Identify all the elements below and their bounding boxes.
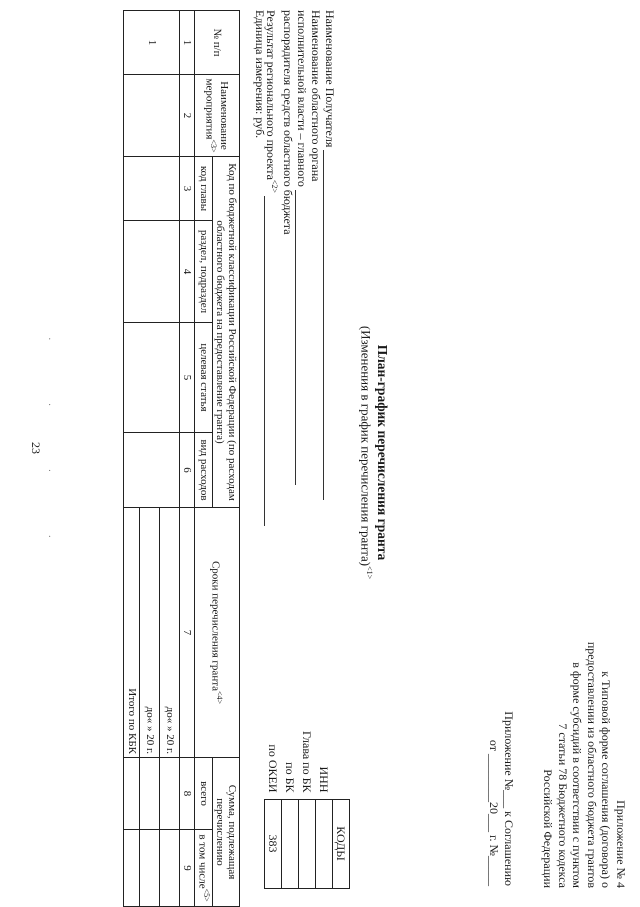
codes-value: 383 [265,799,282,888]
column-number: 2 [180,75,195,157]
codes-value [316,799,333,888]
header-sum-including-footnote: <5> [202,888,211,902]
sum-including-cell [140,830,160,907]
unit-line [253,10,267,550]
unit-label: Единица измерения: руб. [253,10,267,139]
header-kbk-target: целевая статья [195,323,213,433]
total-label: Итого по КБК [124,508,140,758]
header-sum-group: Сумма, подлежащая перечислению [213,758,240,907]
codes-value [282,799,299,888]
scan-specks: · · · · [43,337,54,568]
appendix-line: 7 статьи 78 Бюджетного кодекса [556,723,570,888]
agreement-reference [486,640,516,886]
agreement-ref-line2: от ________20___ г. №_____ [487,739,501,886]
column-number: 3 [180,157,195,221]
payment-schedule-table [123,10,240,907]
body-label-3: распорядителя средств областного бюджета [281,10,295,235]
header-sum-including [195,830,213,907]
sum-including-cell [160,830,180,907]
appendix-line: к Типовой форме соглашения (договора) о [599,671,614,888]
project-footnote-ref: <2> [270,179,279,193]
column-number: 6 [180,433,195,508]
document-subtitle [358,0,374,905]
header-event-footnote: <3> [209,139,219,153]
header-sum-total: всего [195,758,213,830]
body-label-2: исполнительной власти – главного [295,10,309,187]
kbk-section-cell [124,221,180,323]
table-row [160,11,180,907]
kbk-expense-cell [124,433,180,508]
header-terms-text: Сроки перечисления гранта [209,560,222,692]
sum-total-cell [160,758,180,830]
header-terms-footnote: <4> [215,691,225,705]
appendix-line: в форме субсидий в соответствии с пунктом [570,662,585,888]
body-line1 [309,10,323,550]
body-line2 [295,10,309,550]
header-kbk-chapter: код главы [195,157,213,221]
kbk-chapter-cell [124,157,180,221]
header-kbk-expense: вид расходов [195,433,213,508]
recipient-label: Наименование Получателя [323,10,337,148]
column-number: 1 [180,11,195,75]
agreement-ref-line1: Приложение №___ к Соглашению [502,711,516,886]
column-number: 7 [180,508,195,758]
column-number: 9 [180,830,195,907]
column-numbers-row [180,11,195,907]
sum-total-cell [140,758,160,830]
document-title [374,0,390,905]
header-terms [195,508,240,758]
codes-label: по ОКЕИ [266,744,281,793]
header-event-text: Наименование мероприятия [203,78,231,150]
header-event [195,75,240,157]
codes-label: Глава по БК [300,731,315,793]
column-number: 8 [180,758,195,830]
recipient-line [323,10,337,550]
codes-header: КОДЫ [333,799,350,888]
recipient-fill [323,150,336,500]
header-kbk-group: Код по бюджетной классификации Российской Федерации (по расходам областного бюджета на предоставление гранта) [213,157,240,508]
appendix-line: предоставлении из областного бюджета грантов [585,641,599,888]
appendix-header [541,608,628,888]
body-line3 [281,10,295,550]
codes-value [299,799,316,888]
kbk-target-cell [124,323,180,433]
header-num: № п/п [195,11,240,75]
body-label-1: Наименование областного органа [309,10,323,182]
header-kbk-section: раздел, подраздел [195,221,213,323]
column-number: 4 [180,221,195,323]
document-title-text: План-график перечисления гранта [375,344,390,561]
codes-label: по БК [283,762,298,793]
codes-label: ИНН [317,766,332,793]
header-sum-including-text: в том числе [196,834,209,889]
codes-table [264,727,350,889]
row-number: 1 [124,11,180,75]
project-label: Результат регионального проекта [264,10,278,180]
sum-including-cell [124,830,140,907]
date-cell: до« » 20 г. [160,508,180,758]
column-number: 5 [180,323,195,433]
date-cell: до« » 20 г. [140,508,160,758]
document-subtitle-text: (Изменения в график перечисления гранта) [358,325,374,567]
body-fill [295,190,308,485]
page-number: 23 [29,442,43,454]
event-cell [124,75,180,157]
subtitle-footnote-ref: <1> [365,566,374,580]
appendix-line: Российской Федерации [541,769,556,888]
appendix-line: Приложение № 4 [614,800,628,888]
sum-total-cell [124,758,140,830]
